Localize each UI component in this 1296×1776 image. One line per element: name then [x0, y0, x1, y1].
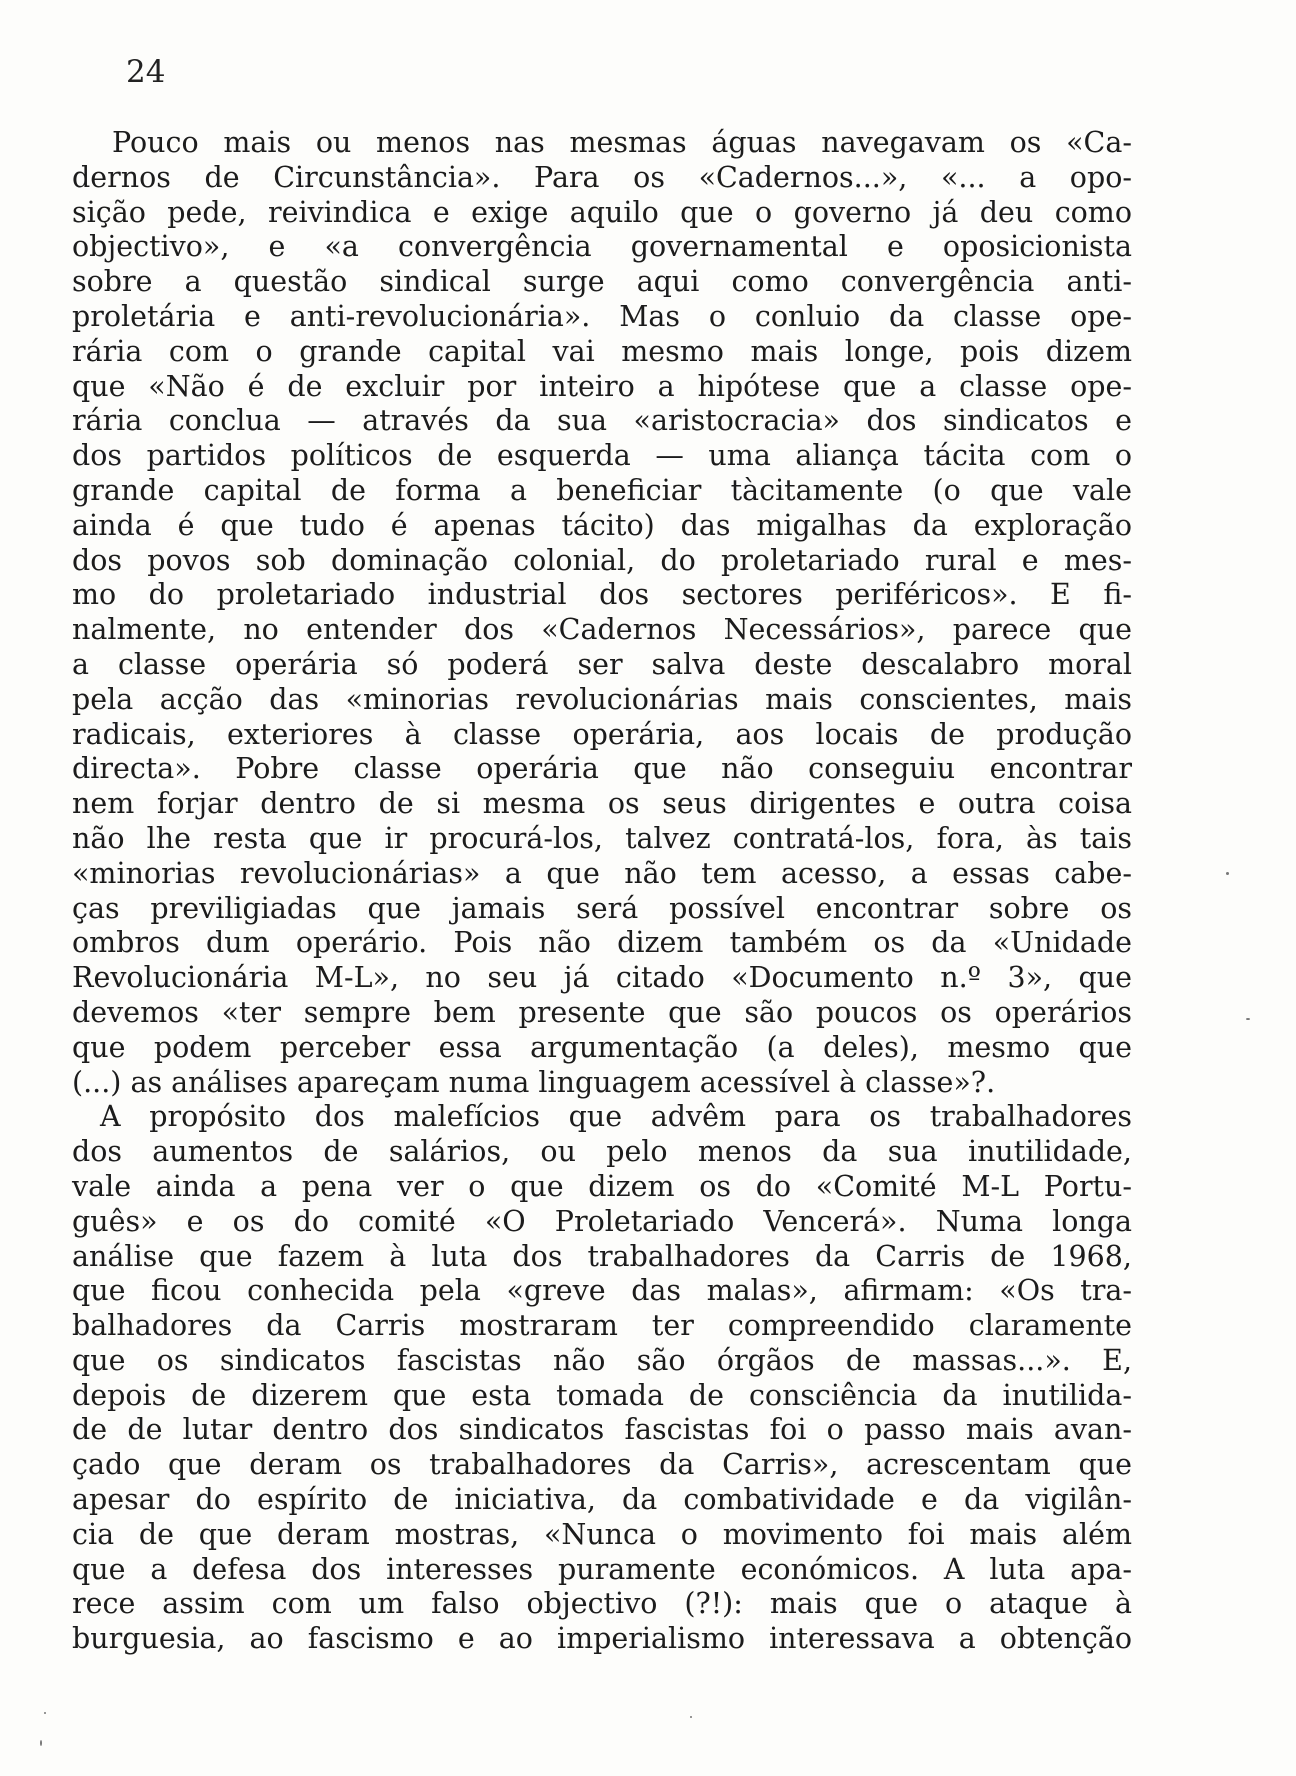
text-line: rária conclua — através da sua «aristocracia» dos sindicatos e: [72, 404, 1132, 438]
text-line: dos aumentos de salários, ou pelo menos da sua inutilidade,: [72, 1135, 1132, 1169]
text-line: balhadores da Carris mostraram ter compreendido claramente: [72, 1309, 1132, 1343]
text-line: a classe operária só poderá ser salva deste descalabro moral: [72, 647, 1132, 681]
text-line: dos povos sob dominação colonial, do proletariado rural e mes-: [72, 543, 1132, 577]
page-number: 24: [126, 54, 166, 90]
text-line: sobre a questão sindical surge aqui como convergência anti-: [72, 265, 1132, 299]
text-line: vale ainda a pena ver o que dizem os do «Comité M-L Portu-: [72, 1169, 1132, 1203]
text-line: (...) as análises apareçam numa linguagem acessível à classe»?.: [72, 1065, 996, 1099]
text-line: «minorias revolucionárias» a que não tem acesso, a essas cabe-: [72, 856, 1132, 890]
text-line: depois de dizerem que esta tomada de consciência da inutilida-: [72, 1378, 1132, 1412]
text-line: dernos de Circunstância». Para os «Cadernos...», «... a opo-: [72, 160, 1132, 194]
text-line: que a defesa dos interesses puramente económicos. A luta apa-: [72, 1552, 1132, 1586]
print-speck: [44, 1712, 46, 1714]
text-line: de de lutar dentro dos sindicatos fascistas foi o passo mais avan-: [72, 1413, 1132, 1447]
text-line: pela acção das «minorias revolucionárias mais conscientes, mais: [72, 682, 1132, 716]
body-text: [72, 126, 1132, 1657]
text-line: guês» e os do comité «O Proletariado Vencerá». Numa longa: [72, 1204, 1132, 1238]
text-line: nem forjar dentro de si mesma os seus dirigentes e outra coisa: [72, 787, 1132, 821]
text-line: objectivo», e «a convergência governamental e oposicionista: [72, 230, 1132, 264]
text-line: radicais, exteriores à classe operária, aos locais de produção: [72, 717, 1132, 751]
text-line: que «Não é de excluir por inteiro a hipótese que a classe ope-: [72, 369, 1132, 403]
text-line: análise que fazem à luta dos trabalhadores da Carris de 1968,: [72, 1239, 1132, 1273]
text-line: proletária e anti-revolucionária». Mas o conluio da classe ope-: [72, 299, 1132, 333]
text-line: rece assim com um falso objectivo (?!): mais que o ataque à: [72, 1587, 1132, 1621]
text-line: Pouco mais ou menos nas mesmas águas navegavam os «Ca-: [112, 126, 1132, 159]
text-line: não lhe resta que ir procurá-los, talvez contratá-los, fora, às tais: [72, 821, 1132, 855]
text-line: ainda é que tudo é apenas tácito) das migalhas da exploração: [72, 508, 1132, 542]
text-line: ombros dum operário. Pois não dizem também os da «Unidade: [72, 926, 1132, 960]
text-line: A propósito dos malefícios que advêm para os trabalhadores: [100, 1100, 1132, 1134]
text-line: nalmente, no entender dos «Cadernos Necessários», parece que: [72, 613, 1132, 647]
text-line: mo do proletariado industrial dos sectores periféricos». E fi-: [72, 578, 1132, 612]
text-line: rária com o grande capital vai mesmo mais longe, pois dizem: [72, 334, 1132, 368]
text-line: que podem perceber essa argumentação (a deles), mesmo que: [72, 1030, 1132, 1064]
print-speck: [690, 1716, 692, 1718]
text-line: grande capital de forma a beneficiar tàcitamente (o que vale: [72, 473, 1132, 507]
text-line: ças previligiadas que jamais será possível encontrar sobre os: [72, 891, 1132, 925]
text-line: burguesia, ao fascismo e ao imperialismo interessava a obtenção: [72, 1622, 1132, 1656]
text-line: apesar do espírito de iniciativa, da combatividade e da vigilân-: [72, 1483, 1132, 1517]
text-line: devemos «ter sempre bem presente que são poucos os operários: [72, 995, 1132, 1029]
text-line: que ficou conhecida pela «greve das malas», afirmam: «Os tra-: [72, 1274, 1132, 1308]
text-line: directa». Pobre classe operária que não conseguiu encontrar: [72, 752, 1132, 786]
text-line: sição pede, reivindica e exige aquilo que o governo já deu como: [72, 195, 1132, 229]
text-line: Revolucionária M-L», no seu já citado «Documento n.º 3», que: [72, 961, 1132, 995]
print-speck: [1246, 1018, 1250, 1020]
text-line: çado que deram os trabalhadores da Carris», acrescentam que: [72, 1448, 1132, 1482]
print-speck: [1226, 872, 1229, 875]
print-speck: [40, 1740, 42, 1746]
text-line: dos partidos políticos de esquerda — uma aliança tácita com o: [72, 439, 1132, 473]
text-line: que os sindicatos fascistas não são órgãos de massas...». E,: [72, 1343, 1132, 1377]
text-line: cia de que deram mostras, «Nunca o movimento foi mais além: [72, 1517, 1132, 1551]
